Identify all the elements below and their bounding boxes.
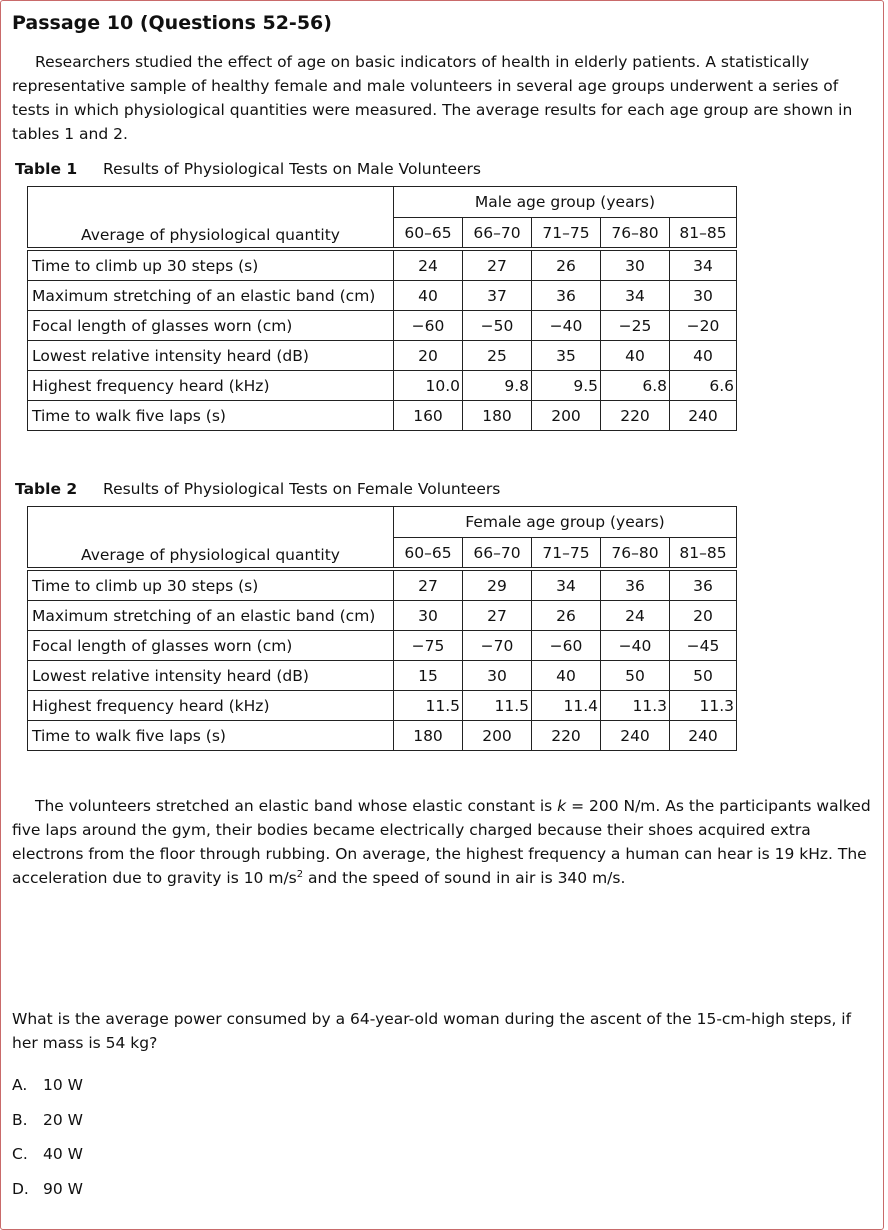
table-row <box>28 311 737 341</box>
table-cell: 35 <box>532 341 601 371</box>
row-label: Time to walk five laps (s) <box>28 721 394 751</box>
row-label: Time to climb up 30 steps (s) <box>28 571 394 601</box>
table-cell: 30 <box>601 251 670 281</box>
choice-text: 90 W <box>43 1180 83 1198</box>
info-text-2: = 200 N/m. As the participants walked five laps around the gym, their bodies became electrically charged because their shoes acquired extra electrons from the floor through rubbing. On average, the highest frequency a human can hear is 19 kHz. The acceleration due to gravity is 10 m/s <box>12 797 871 887</box>
row-label: Time to climb up 30 steps (s) <box>28 251 394 281</box>
table-cell: 27 <box>394 571 463 601</box>
k-symbol: k <box>557 797 567 815</box>
table-row <box>28 281 737 311</box>
choice-d[interactable] <box>12 1180 83 1198</box>
table-cell: 240 <box>670 401 737 431</box>
table-cell: 9.8 <box>463 371 532 401</box>
table1-title: Results of Physiological Tests on Male Volunteers <box>103 160 481 178</box>
table-cell: 20 <box>394 341 463 371</box>
table-cell: 11.5 <box>463 691 532 721</box>
table1-group-header: Male age group (years) <box>394 187 737 218</box>
info-paragraph <box>12 794 874 890</box>
table-cell: −20 <box>670 311 737 341</box>
row-label: Lowest relative intensity heard (dB) <box>28 661 394 691</box>
table-cell: −60 <box>532 631 601 661</box>
table-cell: 240 <box>670 721 737 751</box>
table-cell: 29 <box>463 571 532 601</box>
table2-age-header: 76–80 <box>601 538 670 568</box>
table1-age-header: 81–85 <box>670 218 737 248</box>
table-cell: −40 <box>532 311 601 341</box>
table2-age-header: 66–70 <box>463 538 532 568</box>
choice-text: 40 W <box>43 1145 83 1163</box>
table1 <box>27 186 737 431</box>
table2-title: Results of Physiological Tests on Female Volunteers <box>103 480 501 498</box>
table-row <box>28 571 737 601</box>
row-label: Maximum stretching of an elastic band (cm) <box>28 601 394 631</box>
table-cell: 40 <box>601 341 670 371</box>
table-cell: 36 <box>532 281 601 311</box>
table1-age-header: 71–75 <box>532 218 601 248</box>
table-cell: 200 <box>463 721 532 751</box>
table2-number: Table 2 <box>15 480 78 498</box>
table1-age-header: 66–70 <box>463 218 532 248</box>
table-cell: 6.8 <box>601 371 670 401</box>
row-label: Focal length of glasses worn (cm) <box>28 311 394 341</box>
choice-letter: B. <box>12 1111 28 1129</box>
table-cell: 9.5 <box>532 371 601 401</box>
table-cell: −70 <box>463 631 532 661</box>
table-cell: 37 <box>463 281 532 311</box>
intro-paragraph <box>12 50 874 146</box>
table-cell: 40 <box>394 281 463 311</box>
table-cell: 34 <box>670 251 737 281</box>
table-row <box>28 691 737 721</box>
row-label: Highest frequency heard (kHz) <box>28 691 394 721</box>
table-cell: 15 <box>394 661 463 691</box>
table-cell: 26 <box>532 251 601 281</box>
table-cell: 40 <box>532 661 601 691</box>
table2-caption <box>15 480 500 498</box>
table-cell: 36 <box>670 571 737 601</box>
table2-age-header: 81–85 <box>670 538 737 568</box>
table2-quantity-header: Average of physiological quantity <box>28 507 394 568</box>
table-cell: 27 <box>463 251 532 281</box>
table-cell: 10.0 <box>394 371 463 401</box>
table-cell: 180 <box>394 721 463 751</box>
table-cell: 6.6 <box>670 371 737 401</box>
table-cell: 11.3 <box>670 691 737 721</box>
table1-number: Table 1 <box>15 160 78 178</box>
table-cell: 11.5 <box>394 691 463 721</box>
row-label: Highest frequency heard (kHz) <box>28 371 394 401</box>
info-text-3: and the speed of sound in air is 340 m/s. <box>303 869 626 887</box>
table-row <box>28 631 737 661</box>
table2 <box>27 506 737 751</box>
table-row <box>28 341 737 371</box>
table-cell: −60 <box>394 311 463 341</box>
table-cell: 24 <box>394 251 463 281</box>
superscript: 2 <box>296 868 304 880</box>
table-cell: 20 <box>670 601 737 631</box>
choice-letter: D. <box>12 1180 29 1198</box>
table-row <box>28 601 737 631</box>
table1-age-header: 60–65 <box>394 218 463 248</box>
row-label: Maximum stretching of an elastic band (cm) <box>28 281 394 311</box>
table-cell: 11.4 <box>532 691 601 721</box>
choice-letter: A. <box>12 1076 28 1094</box>
table-cell: 40 <box>670 341 737 371</box>
choice-a[interactable] <box>12 1076 83 1094</box>
table1-quantity-header: Average of physiological quantity <box>28 187 394 248</box>
table-cell: −25 <box>601 311 670 341</box>
table2-group-header: Female age group (years) <box>394 507 737 538</box>
table2-age-header: 60–65 <box>394 538 463 568</box>
passage-title: Passage 10 (Questions 52-56) <box>12 12 332 34</box>
table-cell: 34 <box>601 281 670 311</box>
table-cell: 220 <box>532 721 601 751</box>
choice-c[interactable] <box>12 1145 83 1163</box>
table-cell: 220 <box>601 401 670 431</box>
table-cell: −50 <box>463 311 532 341</box>
row-label: Time to walk five laps (s) <box>28 401 394 431</box>
table-cell: 200 <box>532 401 601 431</box>
table-cell: −75 <box>394 631 463 661</box>
table-cell: 240 <box>601 721 670 751</box>
table-cell: 30 <box>463 661 532 691</box>
table-cell: 50 <box>601 661 670 691</box>
table1-caption <box>15 160 481 178</box>
table-cell: 26 <box>532 601 601 631</box>
table-row <box>28 661 737 691</box>
table-cell: 50 <box>670 661 737 691</box>
table1-age-header: 76–80 <box>601 218 670 248</box>
table-cell: 24 <box>601 601 670 631</box>
table-cell: 30 <box>394 601 463 631</box>
table-row <box>28 401 737 431</box>
info-text-1: The volunteers stretched an elastic band whose elastic constant is <box>35 797 558 815</box>
row-label: Lowest relative intensity heard (dB) <box>28 341 394 371</box>
table-cell: 30 <box>670 281 737 311</box>
table-row <box>28 721 737 751</box>
choice-text: 20 W <box>43 1111 83 1129</box>
table-cell: −45 <box>670 631 737 661</box>
table-cell: −40 <box>601 631 670 661</box>
row-label: Focal length of glasses worn (cm) <box>28 631 394 661</box>
table2-age-header: 71–75 <box>532 538 601 568</box>
question-text: What is the average power consumed by a 64-year-old woman during the ascent of the 15-cm-high steps, if her mass is 54 kg? <box>12 1010 852 1052</box>
table-cell: 27 <box>463 601 532 631</box>
table-cell: 36 <box>601 571 670 601</box>
table-cell: 34 <box>532 571 601 601</box>
choice-b[interactable] <box>12 1111 83 1129</box>
table-cell: 180 <box>463 401 532 431</box>
intro-text: Researchers studied the effect of age on basic indicators of health in elderly patients. A statistically representative sample of healthy female and male volunteers in several age groups underwent a series of tests in which physiological quantities were measured. The average results for each age group are shown in tables 1 and 2. <box>12 53 853 143</box>
choice-letter: C. <box>12 1145 28 1163</box>
table-cell: 160 <box>394 401 463 431</box>
table-row <box>28 371 737 401</box>
table-cell: 11.3 <box>601 691 670 721</box>
choice-text: 10 W <box>43 1076 83 1094</box>
table-row <box>28 251 737 281</box>
table-cell: 25 <box>463 341 532 371</box>
